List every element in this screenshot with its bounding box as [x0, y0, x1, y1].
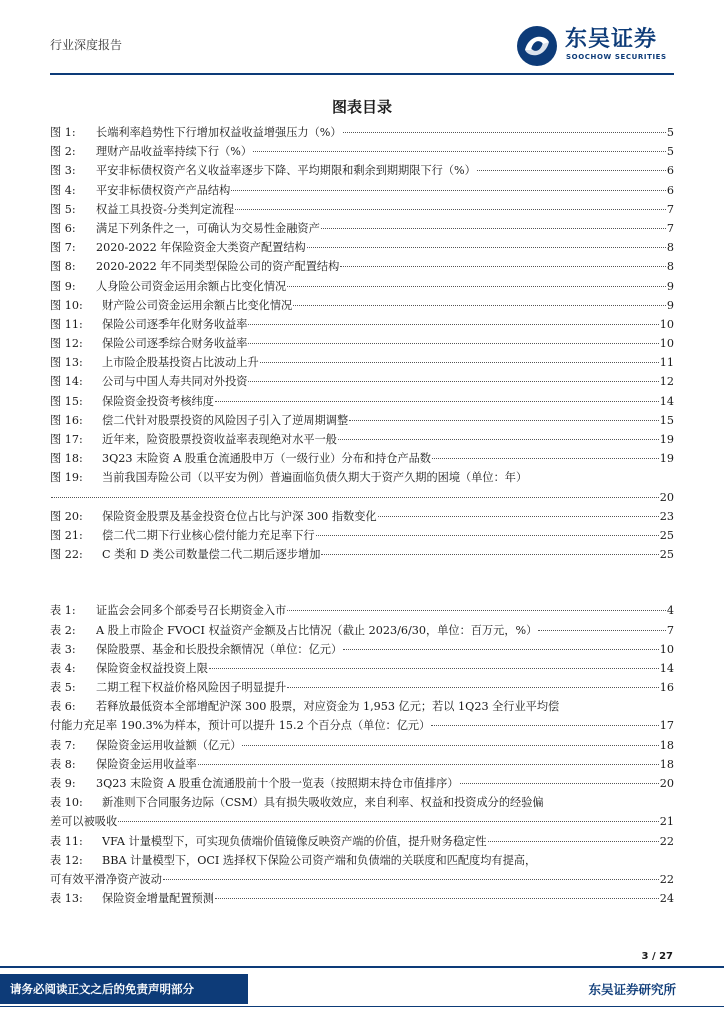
table-entry[interactable]: [50, 851, 674, 870]
figure-entry[interactable]: [50, 392, 674, 411]
table-list: [50, 601, 674, 908]
figure-label: 图 20:: [50, 509, 83, 523]
leader-dots: [477, 170, 666, 171]
figure-page: 6: [666, 183, 674, 197]
table-label: 表 6:: [50, 700, 76, 714]
table-entry[interactable]: [50, 678, 674, 697]
figure-page: 10: [659, 337, 674, 351]
figure-title: 保险公司逐季年化财务收益率: [102, 317, 248, 331]
figure-entry[interactable]: [50, 526, 674, 545]
leader-dots: [321, 228, 666, 229]
table-entry[interactable]: [50, 601, 674, 620]
leader-dots: [248, 381, 658, 382]
figure-entry[interactable]: [50, 334, 674, 353]
table-entry[interactable]: [50, 736, 674, 755]
table-title: 3Q23 末险资 A 股重仓流通股前十个股一览表（按照期末持仓市值排序）: [96, 777, 459, 790]
figure-page: 19: [659, 433, 674, 446]
figure-page: 6: [666, 164, 674, 178]
leader-dots: [209, 668, 659, 669]
table-label: 表 12:: [50, 853, 83, 867]
leader-dots: [287, 286, 666, 287]
header-divider: [50, 73, 674, 75]
figure-label: 图 1:: [50, 126, 76, 139]
table-page: 14: [659, 661, 674, 675]
figure-title: 公司与中国人寿共同对外投资: [102, 375, 248, 389]
figure-page: 9: [666, 279, 674, 293]
table-label: 表 9:: [50, 777, 76, 790]
leader-dots: [538, 630, 666, 631]
figure-title: 上市险企股基投资占比波动上升: [102, 356, 259, 370]
leader-dots: [253, 151, 666, 152]
table-page: 21: [659, 815, 674, 829]
figure-entry-continued: [50, 488, 674, 507]
figure-title: 长端利率趋势性下行增加权益收益增强压力（%）: [96, 126, 342, 139]
figure-label: 图 4:: [50, 183, 76, 197]
figure-title: 财产险公司资金运用余额占比变化情况: [102, 298, 293, 312]
table-page: 4: [666, 604, 674, 618]
table-entry[interactable]: [50, 889, 674, 908]
table-title: 保险资金运用收益率: [96, 757, 197, 771]
figure-entry[interactable]: [50, 411, 674, 430]
leader-dots: [378, 516, 659, 517]
firm-name: 东吴证券研究所: [588, 982, 676, 997]
table-page: 24: [659, 892, 674, 906]
table-title: BBA 计量模型下，OCI 选择权下保险公司资产端和负债端的关联度和匹配度均有提高，: [102, 853, 537, 867]
figure-page: 10: [659, 317, 674, 331]
figure-entry[interactable]: [50, 219, 674, 238]
leader-dots: [163, 879, 659, 880]
logo-english-name: SOOCHOW SECURITIES: [566, 53, 667, 61]
footer-bottom-line: [0, 1006, 724, 1007]
soochow-logo-icon: [515, 24, 559, 68]
figure-label: 图 6:: [50, 221, 76, 235]
figure-page: 15: [659, 413, 674, 427]
leader-dots: [307, 247, 666, 248]
figure-title: 平安非标债权资产产品结构: [96, 183, 231, 197]
figure-page: 9: [666, 298, 674, 312]
figure-page: 23: [659, 509, 674, 523]
table-title: VFA 计量模型下，可实现负债端价值镜像反映资产端的价值，提升财务稳定性: [102, 834, 487, 848]
figure-page: 20: [659, 490, 674, 504]
table-page: 16: [659, 681, 674, 695]
table-page: 22: [659, 872, 674, 886]
leader-dots: [215, 401, 659, 402]
figure-label: 图 8:: [50, 260, 76, 274]
table-title: 保险资金增量配置预测: [102, 892, 214, 906]
figure-page: 19: [659, 452, 674, 466]
leader-dots: [118, 821, 659, 822]
figure-page: 5: [666, 126, 674, 139]
page-number: 3 / 27: [641, 951, 673, 962]
logo-chinese-name: 东吴证券: [565, 27, 658, 52]
leader-dots: [488, 841, 659, 842]
footer-divider: [0, 966, 724, 968]
figure-entry[interactable]: [50, 200, 674, 219]
table-label: 表 11:: [50, 834, 83, 848]
table-title: 保险资金运用收益额（亿元）: [96, 738, 242, 752]
figure-entry[interactable]: [50, 238, 674, 257]
table-entry[interactable]: [50, 697, 674, 716]
table-label: 表 8:: [50, 757, 76, 771]
leader-dots: [321, 554, 658, 555]
figure-page: 25: [659, 528, 674, 542]
table-page: 22: [659, 834, 674, 848]
figure-entry[interactable]: [50, 296, 674, 315]
figure-title: 权益工具投资-分类判定流程: [96, 202, 235, 216]
figure-entry[interactable]: [50, 507, 674, 526]
figure-page: 7: [666, 202, 674, 216]
figure-list: [50, 123, 674, 564]
table-page: 20: [659, 777, 674, 790]
figure-label: 图 3:: [50, 164, 76, 178]
table-label: 表 10:: [50, 796, 83, 810]
report-type: 行业深度报告: [50, 38, 123, 52]
figure-page: 11: [659, 356, 674, 370]
leader-dots: [338, 439, 659, 440]
disclaimer-banner: 请务必阅读正文之后的免责声明部分: [0, 974, 248, 1004]
figure-page: 8: [666, 241, 674, 255]
leader-dots: [287, 610, 666, 611]
figure-entry[interactable]: [50, 161, 674, 180]
leader-dots: [248, 324, 658, 325]
brand-logo: [515, 22, 685, 70]
leader-dots: [235, 209, 666, 210]
figure-label: 图 5:: [50, 202, 76, 216]
toc-list: [50, 123, 674, 908]
table-title-continued: 付能力充足率 190.3%为样本，预计可以提升 15.2 个百分点（单位：亿元）: [50, 719, 431, 733]
leader-dots: [343, 649, 659, 650]
table-label: 表 4:: [50, 661, 76, 675]
leader-dots: [248, 343, 658, 344]
leader-dots: [460, 783, 659, 784]
figure-page: 8: [666, 260, 674, 274]
figure-entry[interactable]: [50, 123, 674, 142]
figure-title: 3Q23 末险资 A 股重仓流通股申万（一级行业）分布和持仓产品数: [102, 452, 431, 466]
figure-title: 当前我国寿险公司（以平安为例）普遍面临负债久期大于资产久期的困境（单位：年）: [102, 471, 528, 485]
leader-dots: [431, 725, 658, 726]
table-title: 保险资金权益投资上限: [96, 661, 208, 675]
figure-page: 14: [659, 394, 674, 408]
figure-label: 图 18:: [50, 452, 83, 466]
figure-label: 图 10:: [50, 298, 83, 312]
table-label: 表 1:: [50, 604, 76, 618]
figure-entry[interactable]: [50, 277, 674, 296]
figure-title: 满足下列条件之一，可确认为交易性金融资产: [96, 221, 320, 235]
figure-entry[interactable]: [50, 353, 674, 372]
figure-entry[interactable]: [50, 449, 674, 468]
figure-title: 偿二代二期下行业核心偿付能力充足率下行: [102, 528, 315, 542]
figure-title: 保险资金股票及基金投资仓位占比与沪深 300 指数变化: [102, 509, 377, 523]
figure-label: 图 2:: [50, 145, 76, 159]
table-title: 新准则下合同服务边际（CSM）具有损失吸收效应，来自利率、权益和投资成分的经验偏: [102, 796, 544, 810]
figure-label: 图 13:: [50, 356, 83, 370]
table-label: 表 13:: [50, 892, 83, 906]
figure-label: 图 16:: [50, 413, 83, 427]
leader-dots: [316, 535, 659, 536]
figure-label: 图 17:: [50, 433, 83, 446]
leader-dots: [340, 266, 666, 267]
leader-dots: [51, 497, 659, 498]
leader-dots: [349, 420, 659, 421]
table-entry[interactable]: [50, 832, 674, 851]
figure-label: 图 11:: [50, 317, 83, 331]
figure-label: 图 22:: [50, 548, 83, 562]
table-page: 7: [666, 623, 674, 637]
figure-title: 2020-2022 年保险资金大类资产配置结构: [96, 241, 306, 255]
leader-dots: [287, 687, 659, 688]
table-label: 表 2:: [50, 623, 76, 637]
figure-page: 7: [666, 221, 674, 235]
figure-entry[interactable]: [50, 430, 674, 449]
figure-page: 12: [659, 375, 674, 389]
figure-title: 2020-2022 年不同类型保险公司的资产配置结构: [96, 260, 340, 274]
leader-dots: [198, 764, 659, 765]
toc-title: 图表目录: [331, 98, 392, 116]
leader-dots: [343, 132, 666, 133]
figure-label: 图 14:: [50, 375, 83, 389]
figure-title: 保险资金投资考核纬度: [102, 394, 214, 408]
figure-title: 保险公司逐季综合财务收益率: [102, 337, 248, 351]
section-gap: [50, 564, 674, 601]
table-title-continued: 可有效平滑净资产波动: [50, 872, 162, 886]
figure-label: 图 19:: [50, 471, 83, 485]
leader-dots: [215, 898, 659, 899]
table-title: 保险股票、基金和长股投余额情况（单位：亿元）: [96, 642, 343, 656]
figure-label: 图 9:: [50, 279, 76, 293]
figure-title: C 类和 D 类公司数量偿二代二期后逐步增加: [102, 548, 321, 562]
table-entry[interactable]: [50, 755, 674, 774]
figure-label: 图 12:: [50, 337, 83, 351]
leader-dots: [293, 305, 666, 306]
table-title: 若释放最低资本全部增配沪深 300 股票，对应资金为 1,953 亿元；若以 1Q23 全行业平均偿: [96, 700, 560, 714]
table-label: 表 5:: [50, 681, 76, 695]
table-entry[interactable]: [50, 640, 674, 659]
figure-page: 5: [666, 145, 674, 159]
table-page: 10: [659, 642, 674, 656]
figure-label: 图 15:: [50, 394, 83, 408]
table-label: 表 7:: [50, 738, 76, 752]
figure-entry[interactable]: [50, 468, 674, 487]
figure-label: 图 21:: [50, 528, 83, 542]
table-entry[interactable]: [50, 793, 674, 812]
figure-page: 25: [659, 548, 674, 562]
figure-label: 图 7:: [50, 241, 76, 255]
table-page: 18: [659, 757, 674, 771]
table-entry-continued: [50, 870, 674, 889]
figure-title: 偿二代针对股票投资的风险因子引入了逆周期调整: [102, 413, 349, 427]
figure-entry[interactable]: [50, 181, 674, 200]
figure-entry[interactable]: [50, 545, 674, 564]
table-entry[interactable]: [50, 659, 674, 678]
leader-dots: [242, 745, 658, 746]
table-label: 表 3:: [50, 642, 76, 656]
table-entry-continued: [50, 716, 674, 735]
figure-entry[interactable]: [50, 315, 674, 334]
table-title-continued: 差可以被吸收: [50, 815, 118, 829]
table-title: 二期工程下权益价格风险因子明显提升: [96, 681, 287, 695]
leader-dots: [432, 458, 659, 459]
figure-entry[interactable]: [50, 372, 674, 391]
leader-dots: [231, 190, 666, 191]
table-title: A 股上市险企 FVOCI 权益资产金额及占比情况（截止 2023/6/30，单位：百万元，%）: [96, 623, 538, 637]
leader-dots: [260, 362, 659, 363]
table-page: 18: [659, 738, 674, 752]
table-entry[interactable]: [50, 621, 674, 640]
figure-title: 近年来，险资股票投资收益率表现绝对水平一般: [102, 433, 337, 446]
table-page: 17: [659, 719, 674, 733]
figure-entry[interactable]: [50, 142, 674, 161]
figure-title: 平安非标债权资产名义收益率逐步下降、平均期限和剩余到期期限下行（%）: [96, 164, 476, 178]
table-entry-continued: [50, 812, 674, 831]
figure-title: 人身险公司资金运用余额占比变化情况: [96, 279, 287, 293]
figure-title: 理财产品收益率持续下行（%）: [96, 145, 253, 159]
table-entry[interactable]: [50, 774, 674, 793]
figure-entry[interactable]: [50, 257, 674, 276]
table-title: 证监会会同多个部委号召长期资金入市: [96, 604, 287, 618]
